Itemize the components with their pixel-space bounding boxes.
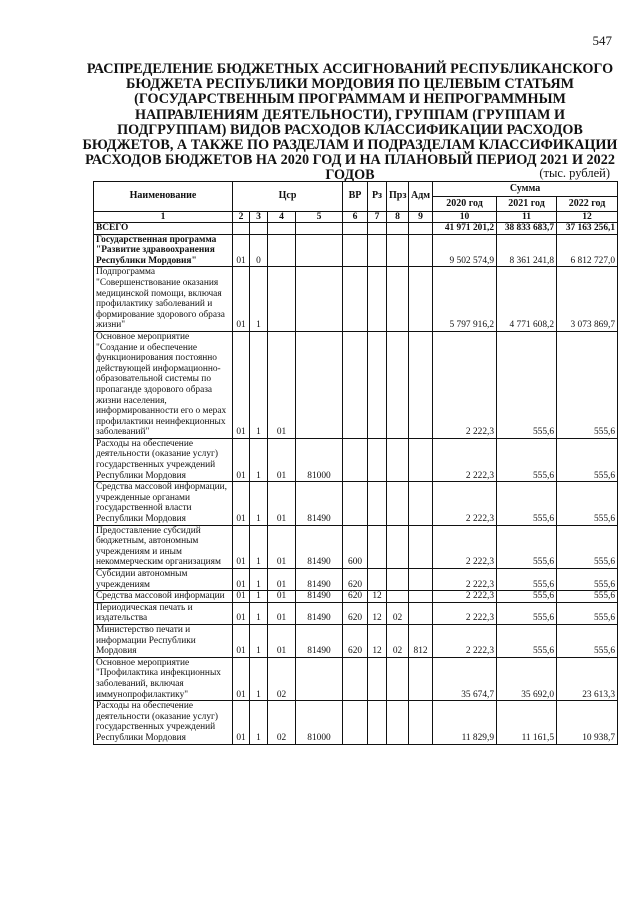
row-prz [387,331,409,438]
row-adm [409,331,433,438]
row-sum-2021: 11 161,5 [497,701,557,744]
row-sum-2021: 555,6 [497,438,557,481]
row-sum-2022: 555,6 [557,482,618,525]
row-prz [387,438,409,481]
row-adm [409,223,433,235]
row-sum-2022: 555,6 [557,602,618,624]
row-code-subprogram: 1 [250,701,268,744]
row-prz: 02 [387,602,409,624]
row-sum-2020: 35 674,7 [433,657,497,700]
row-name: Подпрограмма "Совершенствование оказания медицинской помощи, включая профилактику заболеваний и формирование здорового образа жизни" [94,267,233,332]
table-row [94,438,618,481]
table-row [94,331,618,438]
row-code-direction [296,331,343,438]
row-sum-2021: 555,6 [497,482,557,525]
column-number-row [94,212,618,223]
row-code-program: 01 [233,591,250,603]
row-code-direction: 81000 [296,701,343,744]
row-code-direction [296,223,343,235]
row-name: ВСЕГО [94,223,233,235]
row-sum-2021: 35 692,0 [497,657,557,700]
row-sum-2022: 555,6 [557,591,618,603]
row-code-event: 01 [268,331,296,438]
row-vr [343,234,368,267]
row-rz: 12 [368,602,387,624]
row-code-event: 02 [268,657,296,700]
row-rz [368,482,387,525]
row-vr [343,701,368,744]
row-code-subprogram: 1 [250,438,268,481]
row-code-program [233,223,250,235]
header-rz: Рз [368,182,387,212]
row-sum-2021: 555,6 [497,525,557,568]
row-rz [368,657,387,700]
column-number: 7 [368,212,387,223]
row-sum-2021: 8 361 241,8 [497,234,557,267]
row-code-direction: 81490 [296,525,343,568]
row-name: Министерство печати и информации Республики Мордовия [94,624,233,657]
row-rz [368,234,387,267]
row-code-program: 01 [233,482,250,525]
row-name: Основное мероприятие "Профилактика инфекционных заболеваний, включая иммунопрофилактику" [94,657,233,700]
table-row [94,267,618,332]
row-sum-2021: 38 833 683,7 [497,223,557,235]
row-code-direction: 81490 [296,569,343,591]
row-adm [409,569,433,591]
row-adm: 812 [409,624,433,657]
header-year-2020: 2020 год [433,197,497,212]
row-code-program: 01 [233,331,250,438]
row-sum-2022: 555,6 [557,569,618,591]
row-adm [409,525,433,568]
row-code-program: 01 [233,525,250,568]
row-sum-2020: 2 222,3 [433,591,497,603]
row-name: Предоставление субсидий бюджетным, автономным учреждениям и иным некоммерческим организациям [94,525,233,568]
row-code-direction: 81490 [296,602,343,624]
row-vr: 620 [343,624,368,657]
table-row [94,482,618,525]
row-vr [343,331,368,438]
row-code-direction [296,234,343,267]
row-sum-2022: 10 938,7 [557,701,618,744]
row-name: Расходы на обеспечение деятельности (оказание услуг) государственных учреждений Республики Мордовия [94,701,233,744]
table-row [94,234,618,267]
row-adm [409,591,433,603]
row-name: Государственная программа "Развитие здравоохранения Республики Мордовия" [94,234,233,267]
row-sum-2021: 4 771 608,2 [497,267,557,332]
row-code-subprogram: 0 [250,234,268,267]
row-code-program: 01 [233,438,250,481]
table-row [94,657,618,700]
row-vr [343,438,368,481]
row-rz: 12 [368,624,387,657]
row-name: Средства массовой информации, учрежденные органами государственной власти Республики Мордовия [94,482,233,525]
header-row [94,182,618,197]
row-code-event: 01 [268,569,296,591]
row-adm [409,234,433,267]
table-row [94,602,618,624]
row-sum-2020: 11 829,9 [433,701,497,744]
row-sum-2020: 2 222,3 [433,331,497,438]
column-number: 4 [268,212,296,223]
row-prz [387,234,409,267]
row-sum-2020: 2 222,3 [433,624,497,657]
row-code-subprogram: 1 [250,602,268,624]
row-sum-2021: 555,6 [497,602,557,624]
header-vr: ВР [343,182,368,212]
row-code-program: 01 [233,602,250,624]
row-prz [387,267,409,332]
row-code-direction [296,657,343,700]
row-code-program: 01 [233,569,250,591]
table-row-total [94,223,618,235]
row-code-event: 01 [268,482,296,525]
row-code-subprogram: 1 [250,591,268,603]
row-code-program: 01 [233,624,250,657]
row-vr [343,657,368,700]
row-code-event [268,267,296,332]
row-rz [368,331,387,438]
row-sum-2020: 2 222,3 [433,525,497,568]
row-sum-2022: 555,6 [557,624,618,657]
row-sum-2022: 555,6 [557,525,618,568]
column-number: 1 [94,212,233,223]
row-code-direction [296,267,343,332]
header-prz: Прз [387,182,409,212]
row-code-subprogram: 1 [250,525,268,568]
row-rz [368,223,387,235]
row-prz [387,482,409,525]
row-sum-2020: 2 222,3 [433,602,497,624]
row-prz [387,701,409,744]
row-rz [368,267,387,332]
row-prz [387,525,409,568]
row-sum-2022: 3 073 869,7 [557,267,618,332]
table-row [94,569,618,591]
row-sum-2021: 555,6 [497,569,557,591]
row-sum-2021: 555,6 [497,624,557,657]
header-adm: Адм [409,182,433,212]
row-rz [368,569,387,591]
row-code-subprogram: 1 [250,267,268,332]
row-code-direction: 81490 [296,591,343,603]
row-sum-2022: 37 163 256,1 [557,223,618,235]
unit-label: (тыс. рублей) [539,166,610,180]
column-number: 2 [233,212,250,223]
row-sum-2020: 5 797 916,2 [433,267,497,332]
row-code-subprogram: 1 [250,331,268,438]
row-vr [343,267,368,332]
row-vr [343,482,368,525]
table-row [94,525,618,568]
row-code-subprogram: 1 [250,482,268,525]
row-adm [409,657,433,700]
row-sum-2021: 555,6 [497,331,557,438]
row-vr: 600 [343,525,368,568]
row-prz [387,591,409,603]
row-code-program: 01 [233,701,250,744]
header-year-2022: 2022 год [557,197,618,212]
row-code-event: 01 [268,591,296,603]
row-sum-2021: 555,6 [497,591,557,603]
table-row [94,624,618,657]
column-number: 9 [409,212,433,223]
column-number: 12 [557,212,618,223]
row-vr: 620 [343,569,368,591]
budget-table [93,181,618,745]
row-prz: 02 [387,624,409,657]
row-code-program: 01 [233,657,250,700]
row-prz [387,223,409,235]
row-code-event: 01 [268,624,296,657]
row-code-event: 01 [268,438,296,481]
row-code-program: 01 [233,267,250,332]
row-prz [387,657,409,700]
row-code-subprogram: 1 [250,569,268,591]
column-number: 5 [296,212,343,223]
document-title: РАСПРЕДЕЛЕНИЕ БЮДЖЕТНЫХ АССИГНОВАНИЙ РЕСПУБЛИКАНСКОГО БЮДЖЕТА РЕСПУБЛИКИ МОРДОВИЯ ПО ЦЕЛЕВЫМ СТАТЬЯМ (ГОСУДАРСТВЕННЫМ ПРОГРАММАМ И НЕПРОГРАММНЫМ НАПРАВЛЕНИЯМ ДЕЯТЕЛЬНОСТИ), ГРУППАМ (ГРУППАМ И ПОДГРУППАМ) ВИДОВ РАСХОДОВ КЛАССИФИКАЦИИ РАСХОДОВ БЮДЖЕТОВ, А ТАКЖЕ ПО РАЗДЕЛАМ И ПОДРАЗДЕЛАМ КЛАССИФИКАЦИИ РАСХОДОВ БЮДЖЕТОВ НА 2020 ГОД И НА ПЛАНОВЫЙ ПЕРИОД 2021 И 2022 ГОДОВ [82,61,618,184]
row-rz [368,525,387,568]
header-name: Наименование [94,182,233,212]
row-sum-2020: 2 222,3 [433,569,497,591]
row-code-event [268,234,296,267]
row-sum-2022: 23 613,3 [557,657,618,700]
row-code-event [268,223,296,235]
column-number: 3 [250,212,268,223]
row-code-program: 01 [233,234,250,267]
column-number: 10 [433,212,497,223]
row-name: Основное мероприятие "Создание и обеспечение функционирования постоянно действующей информационно-образовательной системы по пропаганде здорового образа жизни населения, информированности его о мерах профилактики неинфекционных заболеваний" [94,331,233,438]
row-adm [409,701,433,744]
row-name: Расходы на обеспечение деятельности (оказание услуг) государственных учреждений Республики Мордовия [94,438,233,481]
row-code-direction: 81000 [296,438,343,481]
row-sum-2020: 9 502 574,9 [433,234,497,267]
row-sum-2022: 555,6 [557,331,618,438]
table-row [94,591,618,603]
row-adm [409,602,433,624]
row-prz [387,569,409,591]
column-number: 8 [387,212,409,223]
row-code-event: 01 [268,525,296,568]
column-number: 6 [343,212,368,223]
row-sum-2020: 41 971 201,2 [433,223,497,235]
header-sum: Сумма [433,182,618,197]
column-number: 11 [497,212,557,223]
row-name: Периодическая печать и издательства [94,602,233,624]
row-vr: 620 [343,602,368,624]
page-number: 547 [592,33,612,48]
row-sum-2022: 6 812 727,0 [557,234,618,267]
row-adm [409,438,433,481]
row-code-event: 02 [268,701,296,744]
row-vr [343,223,368,235]
row-rz: 12 [368,591,387,603]
row-code-direction: 81490 [296,482,343,525]
row-name: Субсидии автономным учреждениям [94,569,233,591]
row-code-direction: 81490 [296,624,343,657]
row-code-subprogram [250,223,268,235]
row-code-subprogram: 1 [250,657,268,700]
row-rz [368,701,387,744]
row-code-subprogram: 1 [250,624,268,657]
row-rz [368,438,387,481]
row-adm [409,482,433,525]
row-adm [409,267,433,332]
row-code-event: 01 [268,602,296,624]
row-sum-2020: 2 222,3 [433,438,497,481]
row-vr: 620 [343,591,368,603]
table-row [94,701,618,744]
row-name: Средства массовой информации [94,591,233,603]
row-sum-2022: 555,6 [557,438,618,481]
row-sum-2020: 2 222,3 [433,482,497,525]
header-year-2021: 2021 год [497,197,557,212]
header-csr: Цср [233,182,343,212]
